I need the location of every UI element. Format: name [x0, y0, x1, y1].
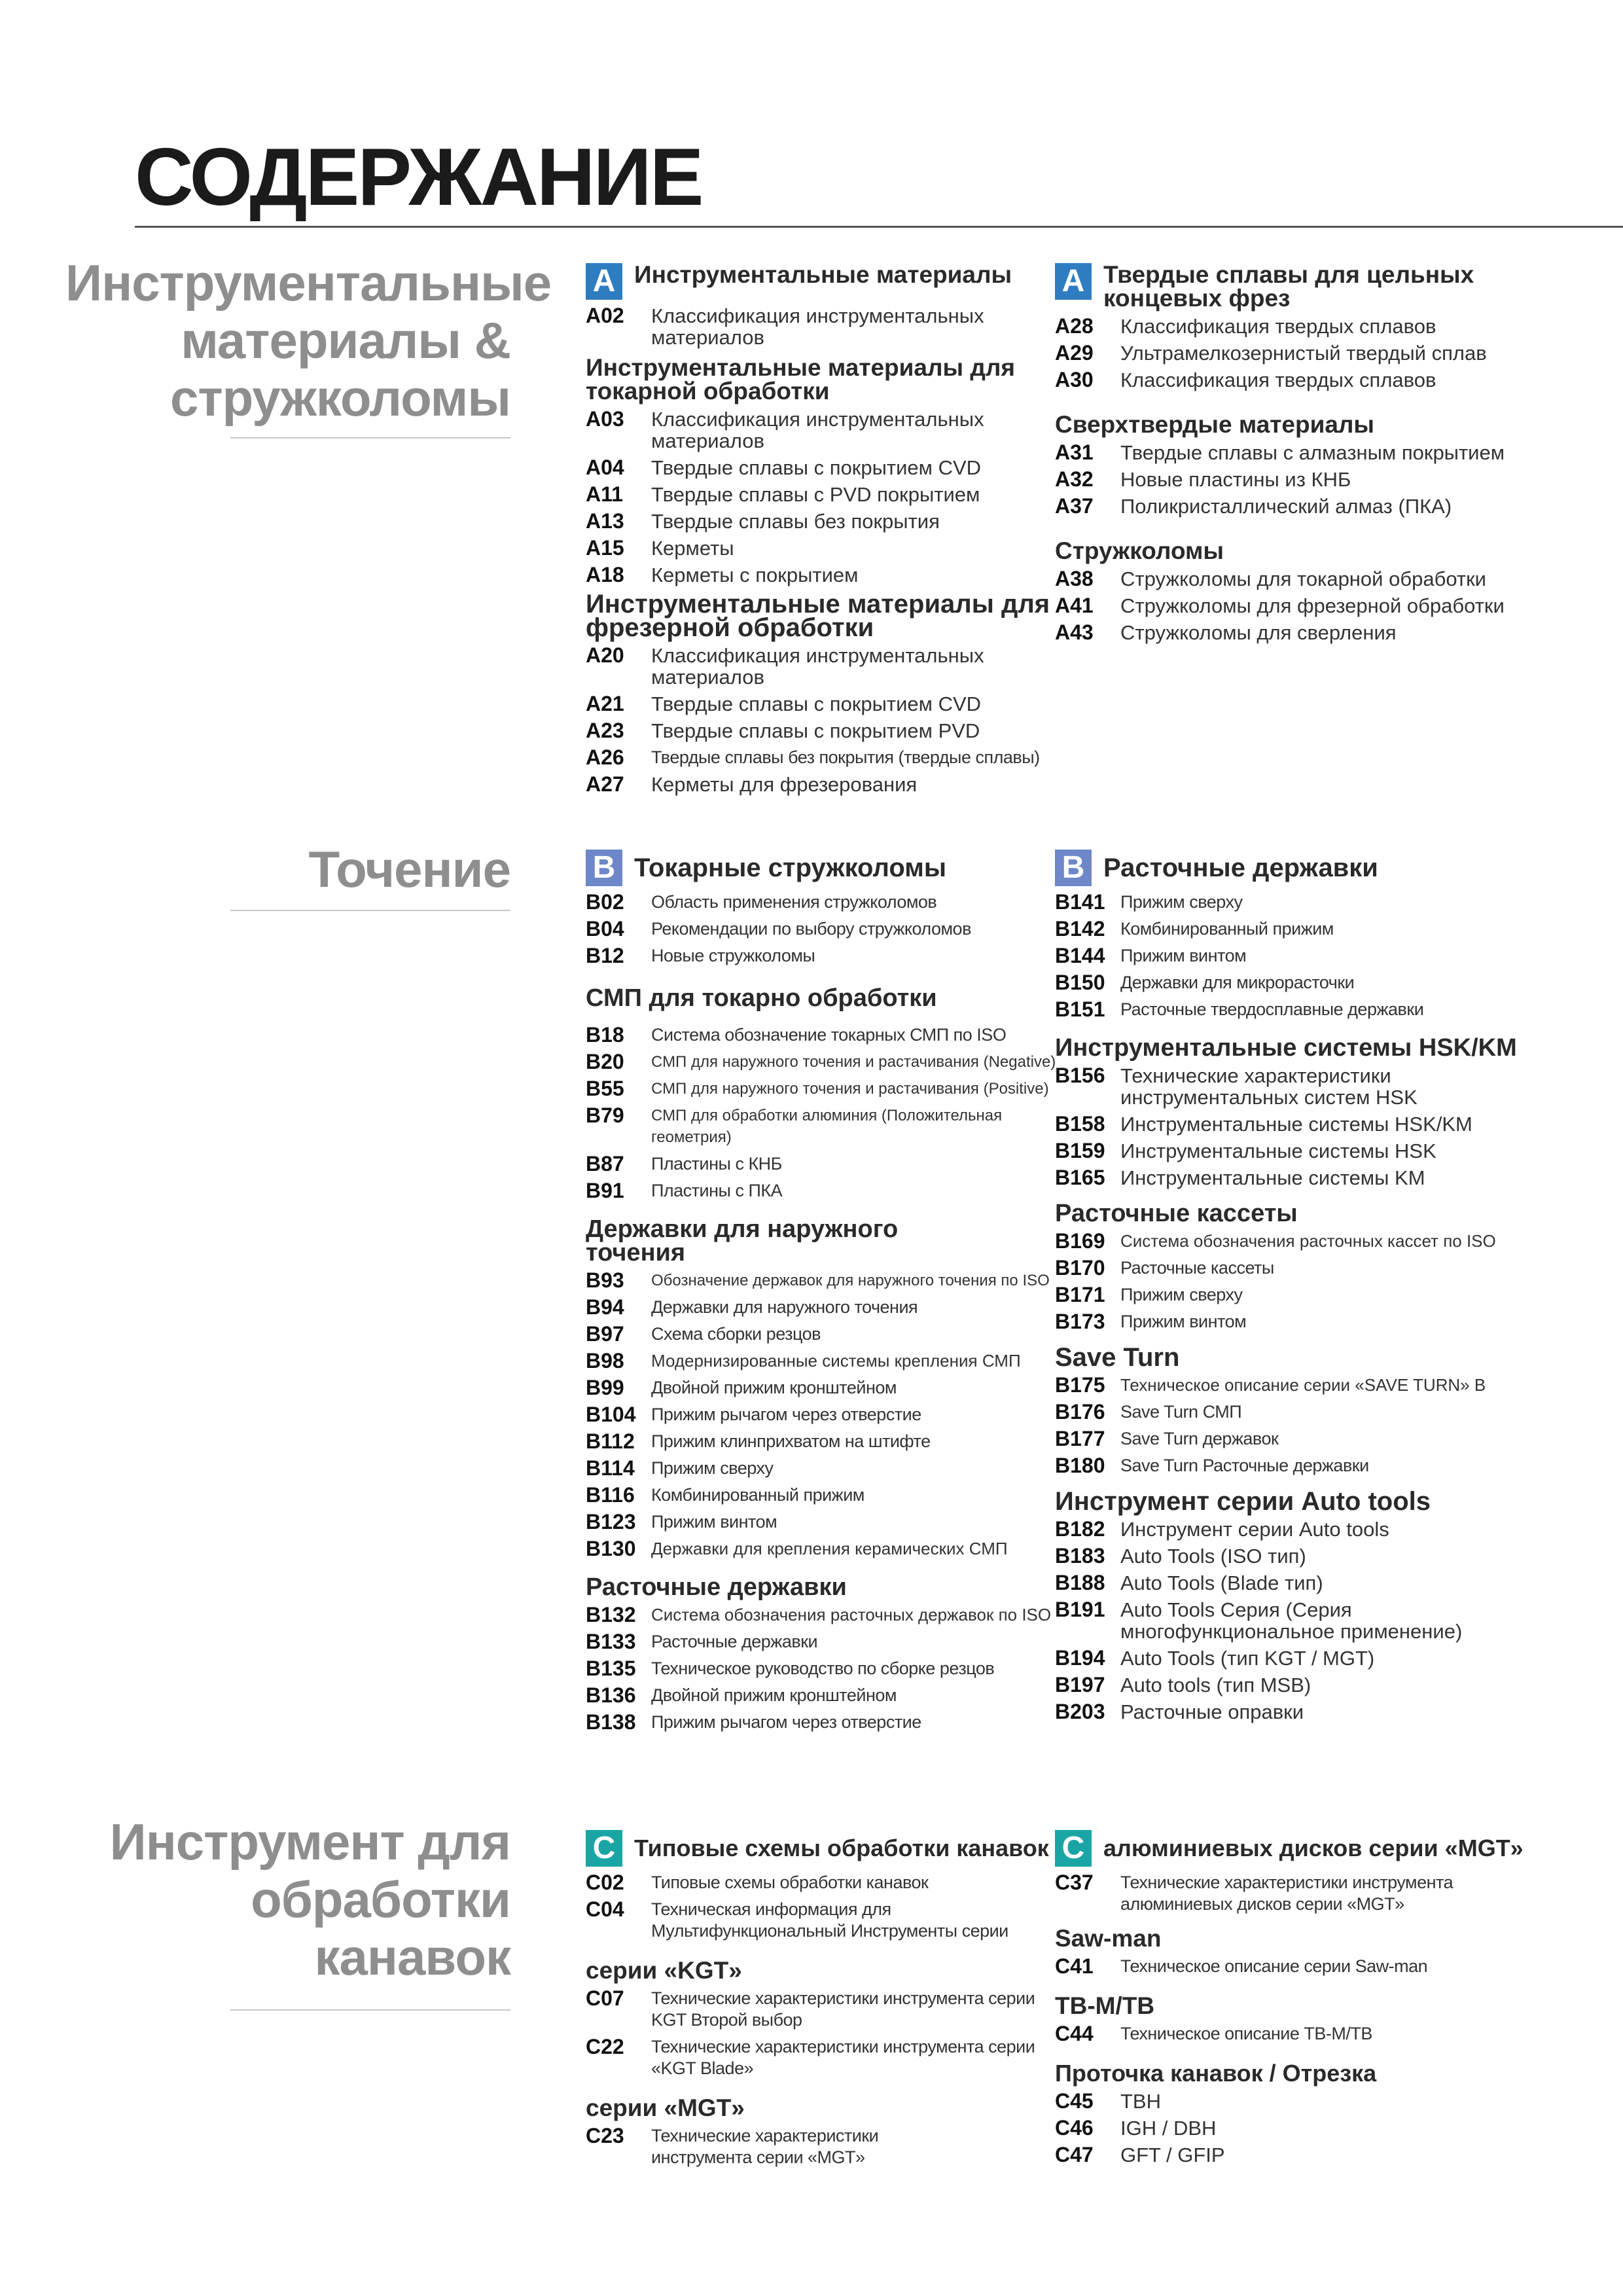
page-code: B173 — [1055, 1310, 1105, 1333]
toc-entry[interactable] — [1055, 1230, 1552, 1252]
entry-text: Двойной прижим кронштейном — [651, 1685, 897, 1705]
page-code: B99 — [586, 1376, 624, 1399]
section-badge-b: B — [586, 850, 622, 886]
toc-entry[interactable] — [586, 457, 1057, 478]
subsection-title: Проточка канавок / Отрезка — [1055, 2060, 1377, 2087]
page-code: C41 — [1055, 1954, 1094, 1978]
page-code: B171 — [1055, 1283, 1105, 1306]
entry-text: Технические характеристики инструмента серии KGT Второй выбор — [651, 1988, 1035, 2030]
page-code: B123 — [586, 1510, 636, 1534]
toc-entry[interactable] — [586, 1511, 1057, 1533]
page-code: A28 — [1055, 314, 1094, 338]
entry-text: Ультрамелкозернистый твердый сплав — [1120, 342, 1487, 365]
toc-entry[interactable] — [1055, 1167, 1552, 1189]
entry-text: Система обозначения расточных кассет по ISO — [1120, 1231, 1496, 1251]
entry-text: СМП для наружного точения и растачивания (Negative) — [651, 1053, 1056, 1071]
toc-entry[interactable] — [586, 1631, 1057, 1653]
page-code: B151 — [1055, 997, 1105, 1021]
page-code: B177 — [1055, 1427, 1105, 1450]
page-code: B116 — [586, 1483, 635, 1507]
toc-entry[interactable] — [586, 720, 1057, 742]
entry-text: GFT / GFIP — [1120, 2144, 1225, 2166]
group-title: Типовые схемы обработки канавок — [634, 1835, 1049, 1861]
entry-text: Прижим винтом — [1120, 946, 1247, 965]
subsection-title: Инструментальные материалы для фрезерной обработки — [586, 590, 1050, 642]
toc-entry[interactable] — [586, 1685, 1057, 1706]
subsection-title: Save Turn — [1055, 1343, 1180, 1372]
page-code: B112 — [586, 1429, 635, 1453]
page-code: B97 — [586, 1322, 624, 1346]
entry-text: Стружколомы для токарной обработки — [1120, 567, 1486, 590]
page-code: B18 — [586, 1023, 624, 1047]
page-code: B170 — [1055, 1256, 1105, 1280]
toc-group-c-right — [1055, 1830, 1552, 2171]
toc-entry[interactable] — [586, 747, 1057, 768]
toc-entry[interactable] — [1055, 342, 1552, 364]
toc-entry[interactable] — [586, 1538, 1057, 1560]
section-label-turning: Точение — [308, 840, 510, 898]
entry-text: Керметы с покрытием — [651, 564, 859, 586]
subsection-title: Сверхтвердые материалы — [1055, 411, 1375, 438]
toc-entry[interactable] — [1055, 442, 1552, 463]
toc-group-b-right — [1055, 850, 1552, 1728]
toc-entry[interactable] — [1055, 1284, 1552, 1306]
toc-entry[interactable] — [1055, 1113, 1552, 1135]
entry-text: Прижим сверху — [1120, 892, 1243, 912]
page-code: B175 — [1055, 1373, 1105, 1397]
toc-entry[interactable] — [1055, 369, 1552, 391]
toc-entry[interactable] — [1055, 2144, 1552, 2166]
toc-entry[interactable] — [1055, 1599, 1552, 1642]
entry-text: Auto Tools (ISO тип) — [1120, 1545, 1306, 1568]
entry-text: Классификация твердых сплавов — [1120, 368, 1436, 391]
page-code: B159 — [1055, 1139, 1105, 1162]
page-code: B158 — [1055, 1112, 1105, 1136]
page-code: C02 — [586, 1871, 624, 1894]
page-code: C23 — [586, 2124, 624, 2147]
toc-entry[interactable] — [1055, 972, 1552, 994]
entry-text: Система обозначение токарных СМП по ISO — [651, 1025, 1007, 1045]
toc-group-c-left — [586, 1830, 1057, 2174]
page-code: A11 — [586, 482, 623, 506]
page-code: A32 — [1055, 467, 1094, 491]
toc-entry[interactable] — [586, 1604, 1057, 1626]
entry-text: Классификация инструментальных материалов — [651, 644, 984, 689]
page-code: B87 — [586, 1152, 624, 1175]
toc-entry[interactable] — [1055, 1428, 1552, 1450]
group-title: Инструментальные материалы — [634, 261, 1012, 288]
toc-entry[interactable] — [1055, 622, 1552, 643]
entry-text: Технические характеристики инструмента серии «MGT» — [651, 2126, 879, 2167]
entry-text: Auto Tools (Blade тип) — [1120, 1571, 1323, 1594]
entry-text: Комбинированный прижим — [1120, 919, 1334, 939]
toc-entry[interactable] — [1055, 1545, 1552, 1567]
page-code: B91 — [586, 1179, 624, 1202]
toc-entry[interactable] — [1055, 1140, 1552, 1162]
toc-entry[interactable] — [586, 408, 1057, 452]
page-code: B02 — [586, 890, 624, 914]
toc-entry[interactable] — [1055, 1065, 1552, 1108]
entry-text: Инструмент серии Auto tools — [1120, 1518, 1389, 1541]
toc-entry[interactable] — [1055, 1572, 1552, 1594]
toc-entry[interactable] — [586, 1180, 1057, 1202]
entry-text: Твердые сплавы с алмазным покрытием — [1120, 441, 1505, 464]
page-code: B94 — [586, 1295, 624, 1319]
page-code: A26 — [586, 745, 624, 769]
toc-entry[interactable] — [586, 891, 1057, 913]
entry-text: Техническое руководство по сборке резцов — [651, 1659, 995, 1678]
page-code: A27 — [586, 772, 624, 796]
page-code: B133 — [586, 1630, 636, 1653]
page-code: A38 — [1055, 567, 1094, 590]
page-code: B132 — [586, 1603, 636, 1626]
group-title: Расточные державки — [1103, 853, 1378, 882]
entry-text: Стружколомы для фрезерной обработки — [1120, 594, 1505, 617]
entry-text: Стружколомы для сверления — [1120, 621, 1397, 644]
toc-entry[interactable] — [1055, 595, 1552, 617]
entry-text: Инструментальные системы HSK — [1120, 1139, 1436, 1162]
subsection-title: СМП для токарно обработки — [586, 984, 937, 1012]
toc-entry[interactable] — [1055, 568, 1552, 590]
entry-text: Твердые сплавы с покрытием CVD — [651, 456, 982, 479]
entry-text: Классификация инструментальных материалов — [651, 304, 984, 349]
page-code: A04 — [586, 456, 624, 479]
toc-entry[interactable] — [586, 305, 1057, 348]
page-code: A30 — [1055, 368, 1094, 391]
toc-entry[interactable] — [586, 564, 1057, 586]
page-code: A03 — [586, 407, 624, 431]
toc-entry[interactable] — [586, 1024, 1057, 1046]
page-code: B180 — [1055, 1454, 1105, 1477]
entry-text: TBH — [1120, 2090, 1161, 2113]
entry-text: СМП для обработки алюминия (Положительная геометрия) — [651, 1107, 1003, 1146]
page-code: C22 — [586, 2035, 624, 2058]
page-code: C37 — [1055, 1871, 1094, 1894]
entry-text: Пластины с ПКА — [651, 1181, 783, 1200]
toc-entry[interactable] — [586, 484, 1057, 505]
toc-entry[interactable] — [586, 2125, 1057, 2168]
page-code: B138 — [586, 1710, 636, 1734]
entry-text: Типовые схемы обработки канавок — [651, 1873, 929, 1892]
toc-entry[interactable] — [1055, 1518, 1552, 1540]
subsection-title: Державки для наружного точения — [586, 1215, 899, 1266]
entry-text: Прижим сверху — [1120, 1285, 1243, 1304]
entry-text: Твердые сплавы без покрытия (твердые сплавы) — [651, 747, 1040, 767]
page-code: B188 — [1055, 1571, 1105, 1594]
page-code: A31 — [1055, 440, 1094, 464]
toc-entry[interactable] — [1055, 1701, 1552, 1723]
toc-entry[interactable] — [1055, 2090, 1552, 2112]
page-code: A13 — [586, 509, 624, 533]
page-code: A43 — [1055, 620, 1094, 644]
toc-entry[interactable] — [1055, 1674, 1552, 1696]
page-code: C44 — [1055, 2022, 1094, 2045]
page-code: B182 — [1055, 1517, 1105, 1541]
toc-entry[interactable] — [1055, 918, 1552, 940]
toc-entry[interactable] — [1055, 469, 1552, 490]
entry-text: Керметы — [651, 537, 734, 560]
page-code: C07 — [586, 1986, 624, 2010]
page-code: B183 — [1055, 1544, 1105, 1568]
section-divider — [230, 910, 510, 911]
section-badge-b: B — [1055, 850, 1092, 886]
page-code: B141 — [1055, 890, 1105, 914]
page-code: B165 — [1055, 1166, 1105, 1189]
toc-entry[interactable] — [586, 945, 1057, 967]
toc-entry[interactable] — [1055, 891, 1552, 913]
entry-text: Модернизированные системы крепления СМП — [651, 1351, 1021, 1371]
entry-text: Инструментальные системы KM — [1120, 1166, 1425, 1189]
section-badge-a: A — [1055, 263, 1092, 300]
toc-entry[interactable] — [586, 1988, 1057, 2031]
entry-text: Твердые сплавы с покрытием PVD — [651, 719, 980, 742]
toc-entry[interactable] — [1055, 999, 1552, 1020]
page-code: B142 — [1055, 917, 1105, 941]
page-code: B12 — [586, 944, 624, 967]
page-code: B176 — [1055, 1400, 1105, 1424]
entry-text: Расточные кассеты — [1120, 1258, 1274, 1278]
page-code: B135 — [586, 1657, 636, 1680]
entry-text: Двойной прижим кронштейном — [651, 1378, 897, 1397]
toc-entry[interactable] — [586, 1078, 1057, 1100]
entry-text: Новые пластины из КНБ — [1120, 468, 1351, 491]
subsection-title: Инструментальные системы HSK/KM — [1055, 1034, 1517, 1062]
entry-text: Керметы для фрезерования — [651, 773, 918, 796]
toc-entry[interactable] — [1055, 1872, 1552, 1915]
toc-entry[interactable] — [586, 693, 1057, 715]
toc-entry[interactable] — [1055, 315, 1552, 337]
entry-text: Инструментальные системы HSK/KM — [1120, 1113, 1472, 1136]
toc-entry[interactable] — [586, 1297, 1057, 1318]
toc-group-b-left — [586, 850, 1057, 1738]
section-badge-c: C — [1055, 1830, 1092, 1867]
subsection-title: серии «MGT» — [586, 2094, 745, 2121]
entry-text: Расточные твердосплавные державки — [1120, 999, 1424, 1019]
page-code: C46 — [1055, 2116, 1094, 2140]
entry-text: Схема сборки резцов — [651, 1324, 821, 1344]
page-code: C04 — [586, 1897, 624, 1921]
entry-text: Твердые сплавы с покрытием CVD — [651, 692, 982, 715]
entry-text: СМП для наружного точения и растачивания (Positive) — [651, 1080, 1049, 1098]
page-code: B130 — [586, 1537, 636, 1560]
entry-text: IGH / DBH — [1120, 2117, 1217, 2140]
title-divider — [135, 226, 1623, 228]
entry-text: Твердые сплавы без покрытия — [651, 510, 940, 533]
page-code: B114 — [586, 1456, 635, 1480]
page-code: B203 — [1055, 1700, 1105, 1723]
toc-entry[interactable] — [586, 537, 1057, 559]
toc-entry[interactable] — [1055, 945, 1552, 967]
toc-entry[interactable] — [586, 918, 1057, 940]
page-code: B98 — [586, 1349, 624, 1372]
page-code: B197 — [1055, 1673, 1105, 1696]
toc-entry[interactable] — [586, 1658, 1057, 1679]
entry-text: Save Turn СМП — [1120, 1402, 1242, 1422]
entry-text: Державки для крепления керамических СМП — [651, 1539, 1008, 1558]
section-label-tool-materials: Инструментальные материалы & стружколомы — [65, 254, 552, 427]
page-title: СОДЕРЖАНИЕ — [135, 132, 702, 223]
toc-entry[interactable] — [586, 774, 1057, 795]
entry-text: Техническое описание TB-M/TB — [1120, 2024, 1372, 2043]
entry-text: Державки для наружного точения — [651, 1297, 918, 1317]
page-code: B20 — [586, 1050, 624, 1073]
page-code: B194 — [1055, 1646, 1105, 1670]
toc-group-a-right — [1055, 263, 1552, 649]
toc-group-a-left — [586, 263, 1057, 800]
toc-entry[interactable] — [586, 1872, 1057, 1893]
toc-entry[interactable] — [586, 1105, 1057, 1148]
entry-text: Классификация инструментальных материалов — [651, 408, 984, 452]
entry-text: Технические характеристики инструментальных систем HSK — [1120, 1064, 1418, 1109]
entry-text: Auto tools (тип MSB) — [1120, 1674, 1311, 1696]
toc-entry[interactable] — [586, 511, 1057, 532]
entry-text: Прижим сверху — [651, 1458, 774, 1478]
entry-text: Поликристаллический алмаз (ПКА) — [1120, 495, 1452, 518]
page-code: A37 — [1055, 494, 1094, 518]
entry-text: Техническое описание серии «SAVE TURN» B — [1120, 1375, 1486, 1395]
toc-entry[interactable] — [586, 1458, 1057, 1479]
toc-entry[interactable] — [1055, 2023, 1552, 2045]
entry-text: Прижим клинприхватом на штифте — [651, 1431, 931, 1451]
entry-text: Рекомендации по выбору стружколомов — [651, 919, 971, 939]
toc-entry[interactable] — [586, 1377, 1057, 1399]
entry-text: Обозначение державок для наружного точения по ISO — [651, 1272, 1050, 1289]
entry-text: Save Turn Расточные державки — [1120, 1456, 1369, 1475]
page-code: B169 — [1055, 1229, 1105, 1253]
toc-entry[interactable] — [586, 1350, 1057, 1372]
toc-entry[interactable] — [1055, 1401, 1552, 1423]
toc-entry[interactable] — [586, 1051, 1057, 1073]
toc-entry[interactable] — [1055, 495, 1552, 517]
page-code: B191 — [1055, 1598, 1105, 1621]
entry-text: Save Turn державок — [1120, 1429, 1279, 1448]
entry-text: Классификация твердых сплавов — [1120, 315, 1436, 338]
toc-entry[interactable] — [586, 1899, 1057, 1942]
toc-entry[interactable] — [586, 1404, 1057, 1426]
page-code: A18 — [586, 563, 624, 586]
entry-text: Область применения стружколомов — [651, 892, 937, 912]
entry-text: Державки для микрорасточки — [1120, 973, 1355, 992]
group-title: алюминиевых дисков серии «MGT» — [1103, 1835, 1524, 1861]
section-divider — [230, 437, 510, 439]
entry-text: Техническая информация для Мультифункциональный Инструменты серии — [651, 1899, 1008, 1941]
page-code: A15 — [586, 536, 624, 560]
toc-entry[interactable] — [1055, 1956, 1552, 1977]
toc-entry[interactable] — [586, 2036, 1057, 2079]
entry-text: Auto Tools (тип KGT / MGT) — [1120, 1647, 1375, 1670]
entry-text: Новые стружколомы — [651, 946, 815, 965]
page-code: B79 — [586, 1103, 624, 1127]
entry-text: Прижим винтом — [1120, 1312, 1247, 1331]
toc-entry[interactable] — [586, 1153, 1057, 1175]
section-label-grooving: Инструмент для обработки канавок — [109, 1813, 510, 1986]
subsection-title: Стружколомы — [1055, 537, 1224, 564]
toc-entry[interactable] — [586, 1484, 1057, 1506]
subsection-title: Расточные державки — [586, 1573, 847, 1601]
subsection-title: Saw-man — [1055, 1925, 1162, 1952]
page-code: C45 — [1055, 2089, 1094, 2113]
entry-text: Технические характеристики инструмента алюминиевых дисков серии «MGT» — [1120, 1873, 1454, 1914]
toc-entry[interactable] — [586, 1712, 1057, 1733]
page-code: A29 — [1055, 341, 1094, 365]
page-code: A20 — [586, 643, 624, 667]
section-divider — [230, 2009, 510, 2011]
toc-entry[interactable] — [586, 1270, 1057, 1291]
group-title: Токарные стружколомы — [634, 853, 947, 882]
toc-entry[interactable] — [1055, 1257, 1552, 1279]
page-code: B93 — [586, 1268, 624, 1292]
entry-text: Пластины с КНБ — [651, 1154, 782, 1174]
page-code: C47 — [1055, 2143, 1094, 2166]
page-code: B144 — [1055, 944, 1105, 967]
page-code: B04 — [586, 917, 624, 941]
toc-entry[interactable] — [586, 1431, 1057, 1452]
page-code: B136 — [586, 1683, 636, 1707]
entry-text: Твердые сплавы с PVD покрытием — [651, 483, 980, 506]
page-code: A21 — [586, 692, 624, 715]
toc-entry[interactable] — [1055, 1455, 1552, 1477]
section-badge-c: C — [586, 1830, 622, 1867]
page-code: B55 — [586, 1077, 624, 1100]
entry-text: Auto Tools Серия (Серия многофункциональное применение) — [1120, 1598, 1463, 1643]
entry-text: Прижим винтом — [651, 1512, 777, 1532]
page-code: A41 — [1055, 594, 1094, 617]
subsection-title: TB-M/TB — [1055, 1992, 1155, 2019]
page-code: B150 — [1055, 971, 1105, 994]
page-code: B156 — [1055, 1064, 1105, 1087]
toc-entry[interactable] — [1055, 1311, 1552, 1333]
entry-text: Комбинированный прижим — [651, 1485, 865, 1505]
subsection-title: Инструмент серии Auto tools — [1055, 1487, 1431, 1516]
entry-text: Прижим рычагом через отверстие — [651, 1405, 921, 1424]
group-title: Твердые сплавы для цельных концевых фрез — [1103, 261, 1474, 312]
entry-text: Техническое описание серии Saw-man — [1120, 1956, 1428, 1976]
entry-text: Расточные державки — [651, 1632, 818, 1651]
entry-text: Расточные оправки — [1120, 1700, 1304, 1723]
toc-entry[interactable] — [586, 645, 1057, 688]
subsection-title: Инструментальные материалы для токарной обработки — [586, 354, 1015, 404]
subsection-title: серии «KGT» — [586, 1957, 742, 1984]
page-code: A23 — [586, 719, 624, 742]
toc-entry[interactable] — [1055, 1647, 1552, 1669]
entry-text: Технические характеристики инструмента серии «KGT Blade» — [651, 2037, 1035, 2078]
page-code: A02 — [586, 304, 624, 327]
toc-entry[interactable] — [1055, 1374, 1552, 1396]
entry-text: Прижим рычагом через отверстие — [651, 1712, 921, 1732]
toc-entry[interactable] — [586, 1323, 1057, 1345]
page-code: B104 — [586, 1403, 636, 1426]
entry-text: Система обозначения расточных державок по ISO — [651, 1605, 1052, 1624]
subsection-title: Расточные кассеты — [1055, 1200, 1298, 1227]
toc-entry[interactable] — [1055, 2117, 1552, 2139]
section-badge-a: A — [586, 263, 622, 300]
